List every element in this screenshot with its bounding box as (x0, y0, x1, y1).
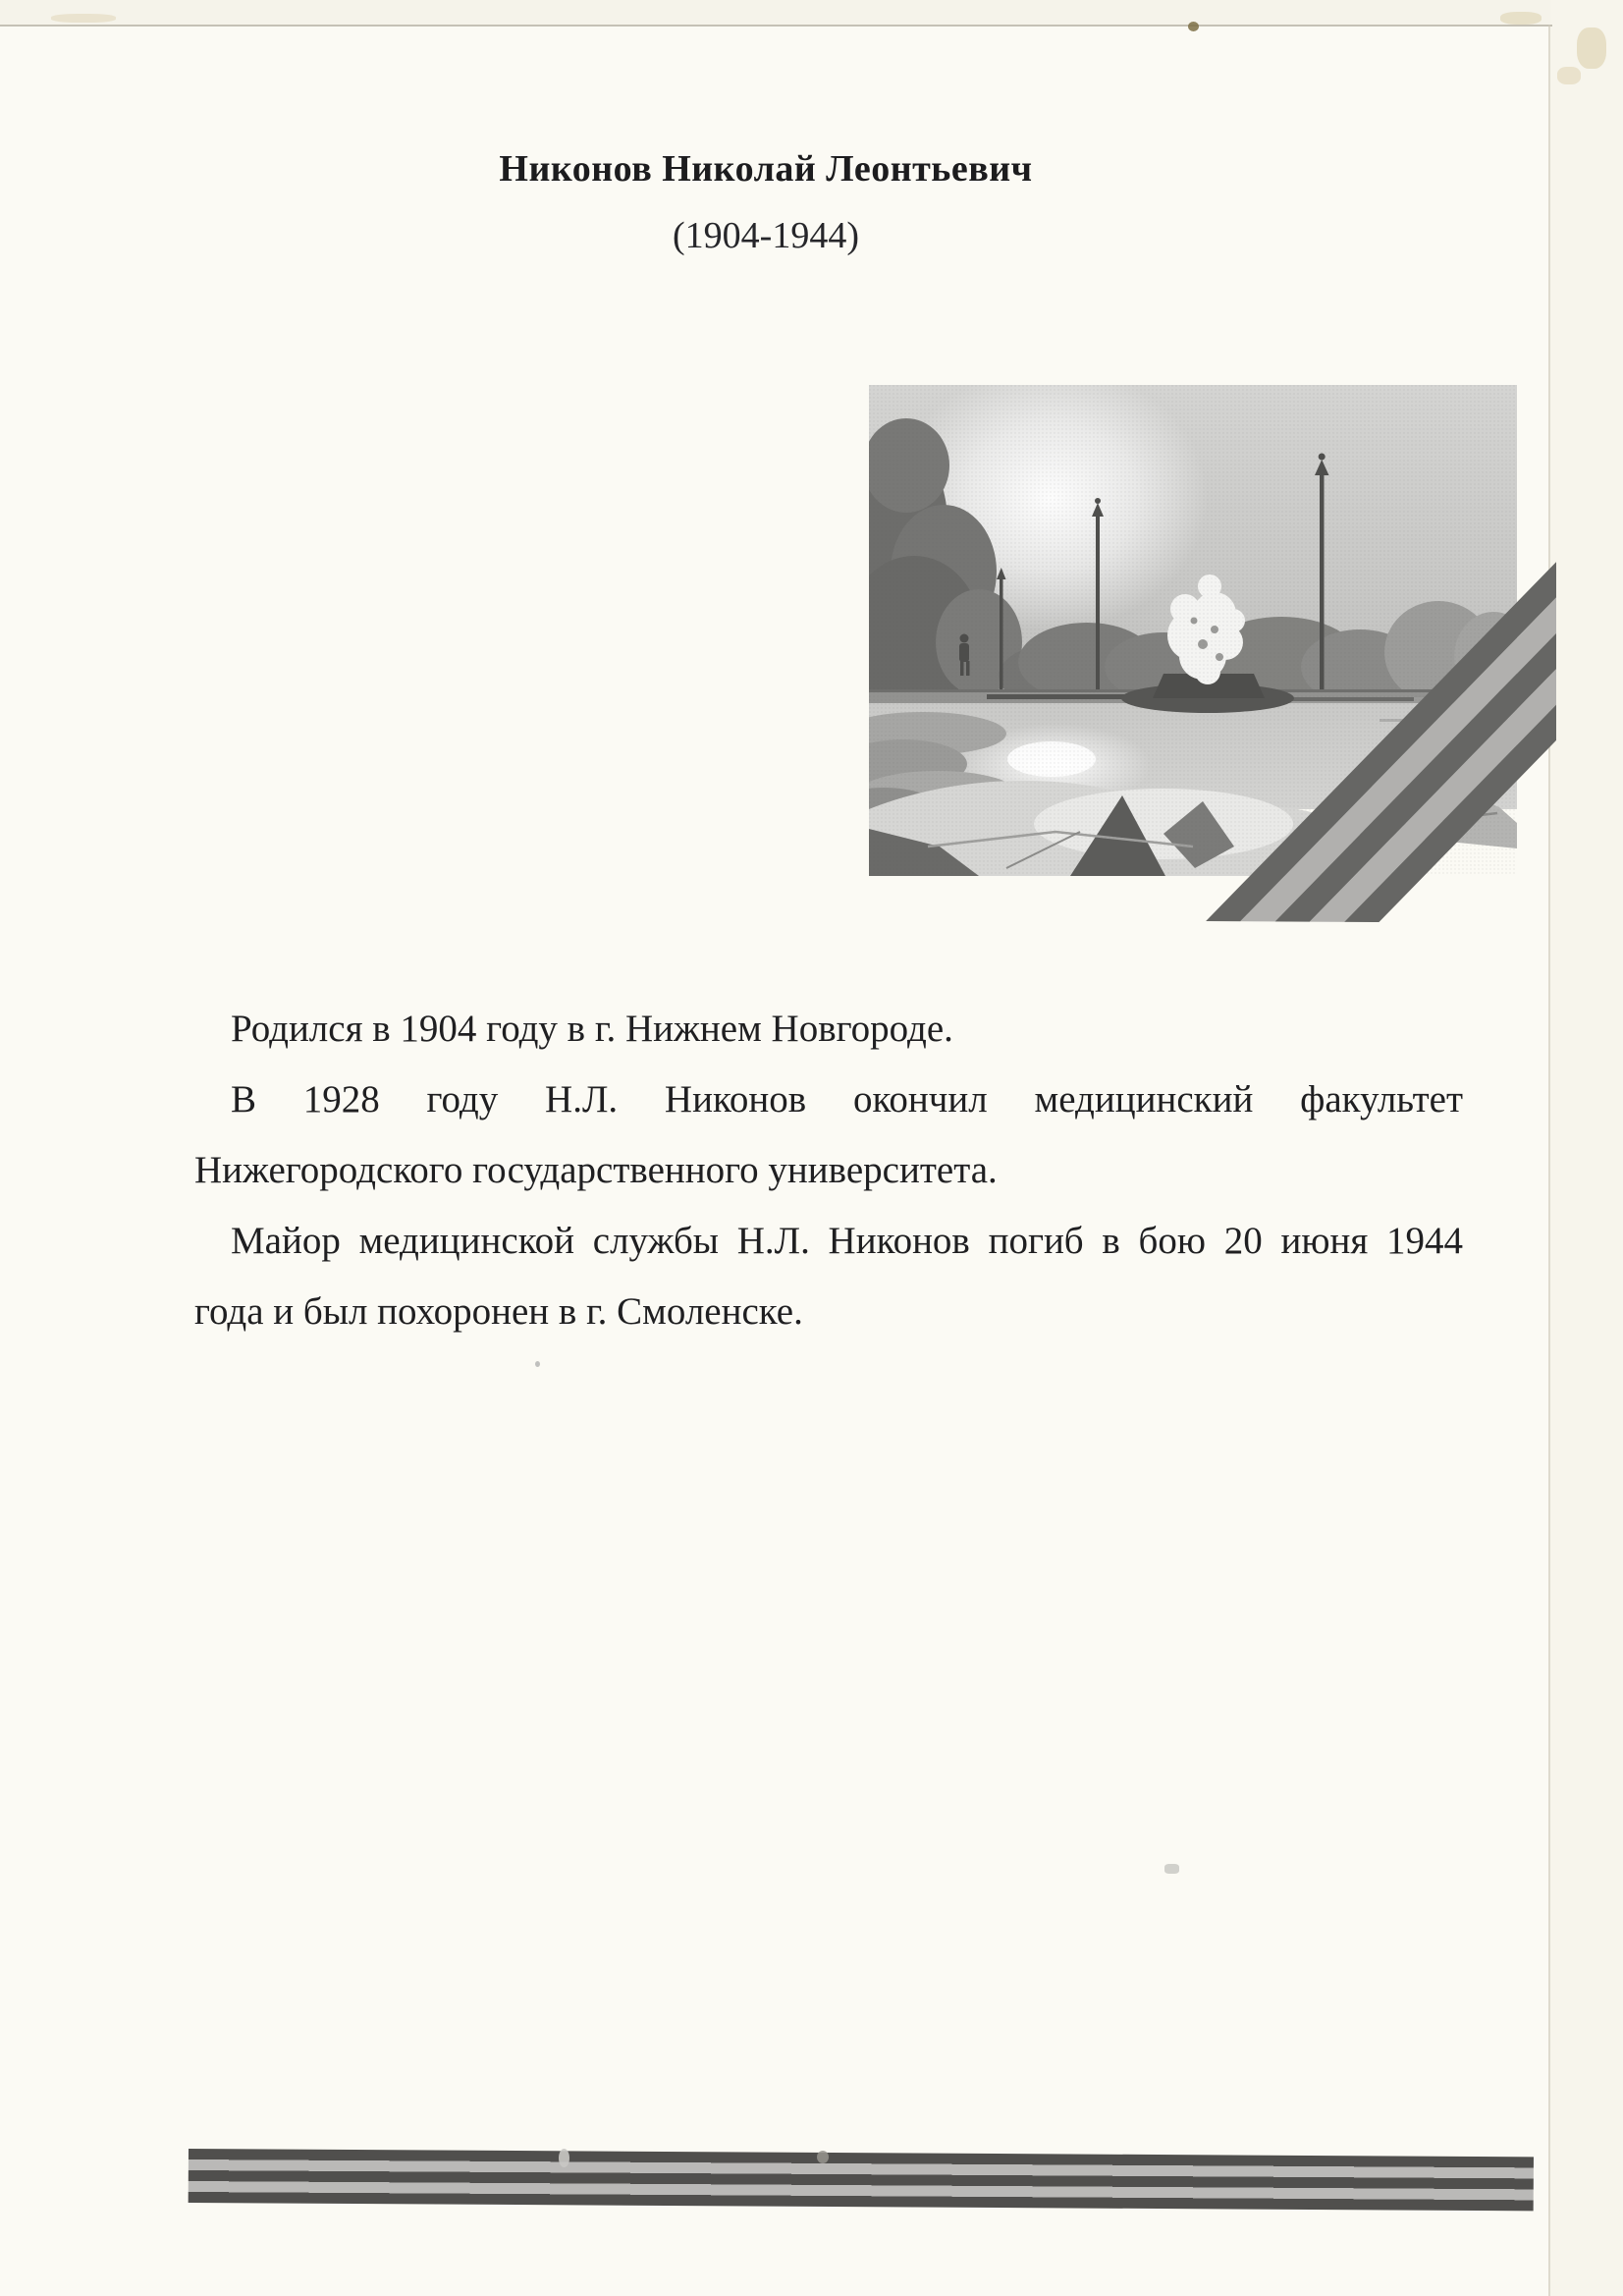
page-title: Никонов Николай Леонтьевич (499, 148, 1033, 190)
scan-artifact-tan-smudge (1500, 12, 1542, 25)
st-george-ribbon-bottom (189, 2149, 1534, 2211)
scan-artifact-tan-smudge (51, 14, 116, 23)
page-right-edge-line (1548, 25, 1550, 2296)
scan-artifact-tan-smudge (1557, 67, 1581, 84)
scan-artifact-dot (817, 2151, 829, 2163)
biography-text (194, 994, 1463, 1347)
body-line: Нижегородского государственного университета. (194, 1149, 998, 1191)
st-george-ribbon-diagonal (1070, 530, 1581, 953)
body-line: Родился в 1904 году в г. Нижнем Новгороде. (231, 1008, 953, 1050)
body-line: года и был похоронен в г. Смоленске. (194, 1290, 803, 1333)
scan-artifact-tan-smudge (1577, 27, 1606, 69)
body-line: Майор медицинской службы Н.Л. Никонов погиб в бою 20 июня 1944 (231, 1220, 1463, 1262)
scan-bed-right-strip (1550, 0, 1623, 2296)
page-top-edge-line (0, 25, 1552, 27)
scan-artifact-ellipse (559, 2149, 569, 2167)
scan-artifact-olive-dot (1188, 22, 1199, 31)
body-line: В 1928 году Н.Л. Никонов окончил медицинский факультет (231, 1078, 1463, 1121)
paragraph (194, 1065, 1463, 1206)
paragraph (194, 1206, 1463, 1347)
scan-artifact-speck (535, 1361, 540, 1367)
scan-artifact-speck (1164, 1864, 1179, 1874)
paragraph (194, 994, 1463, 1065)
life-years: (1904-1944) (673, 215, 859, 256)
